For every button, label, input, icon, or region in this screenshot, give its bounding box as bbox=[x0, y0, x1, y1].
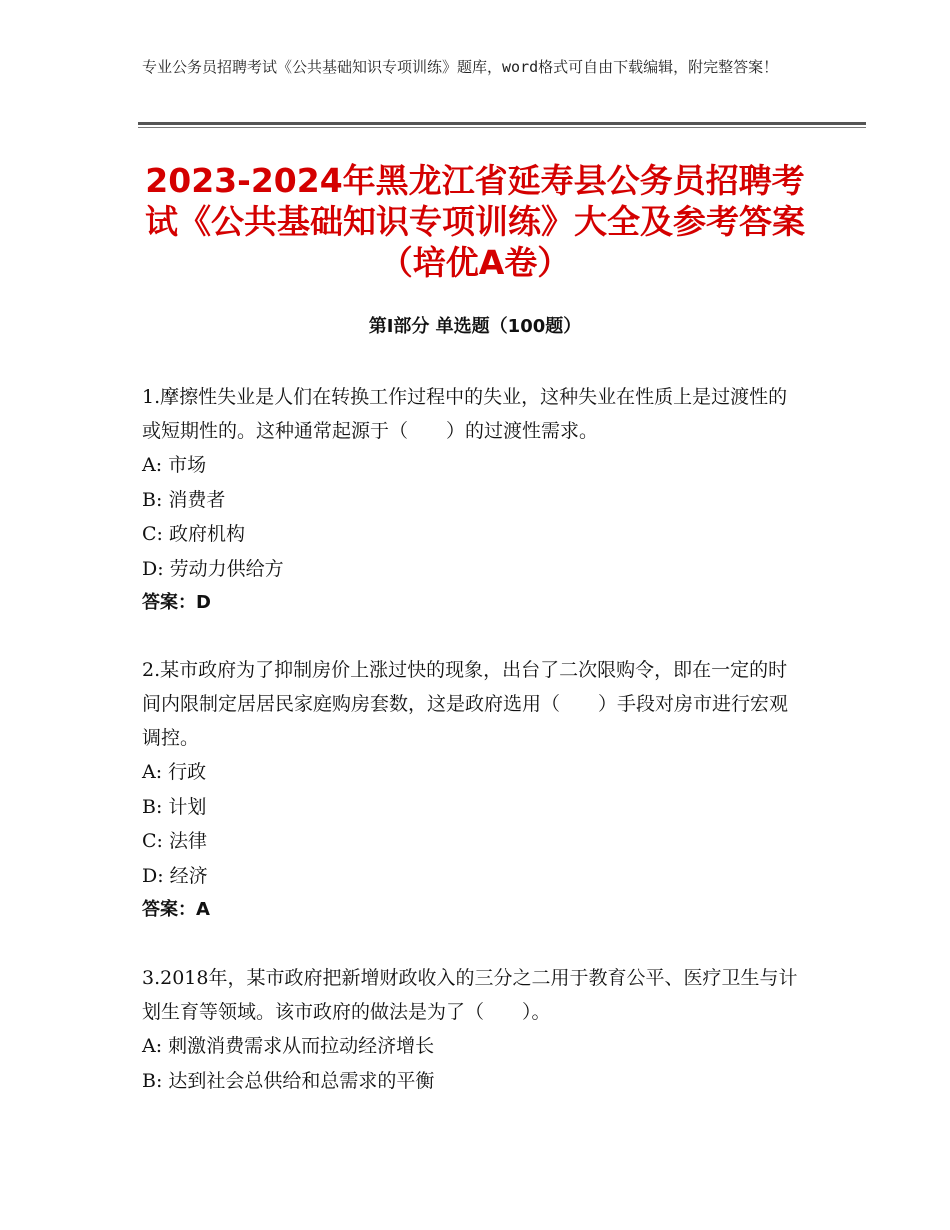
header-note: 专业公务员招聘考试《公共基础知识专项训练》题库，word格式可自由下载编辑，附完整答案！ bbox=[142, 58, 779, 76]
option-c: C: 法律 bbox=[142, 830, 207, 852]
option-b: B: 计划 bbox=[142, 795, 207, 818]
option-a: A: 刺激消费需求从而拉动经济增长 bbox=[142, 1035, 435, 1057]
option-c: C: 政府机构 bbox=[142, 523, 245, 545]
answer: 答案：A bbox=[142, 899, 210, 920]
question-2 bbox=[142, 653, 802, 927]
option-b: B: 消费者 bbox=[142, 488, 226, 511]
question-3 bbox=[142, 961, 802, 1098]
option-d: D: 经济 bbox=[142, 864, 208, 887]
option-d: D: 劳动力供给方 bbox=[142, 557, 284, 580]
header-divider-thin bbox=[138, 127, 866, 128]
question-stem: 2.某市政府为了抑制房价上涨过快的现象，出台了二次限购令，即在一定的时间内限制定居居民家庭购房套数，这是政府选用（ ）手段对房市进行宏观调控。 bbox=[142, 659, 789, 749]
header-divider bbox=[138, 122, 866, 125]
option-a: A: 市场 bbox=[142, 454, 207, 476]
question-stem: 1.摩擦性失业是人们在转换工作过程中的失业，这种失业在性质上是过渡性的或短期性的。这种通常起源于（ ）的过渡性需求。 bbox=[142, 386, 788, 442]
question-1 bbox=[142, 380, 802, 620]
section-title: 第I部分 单选题（100题） bbox=[368, 316, 582, 337]
question-stem: 3.2018年，某市政府把新增财政收入的三分之二用于教育公平、医疗卫生与计划生育等领域。该市政府的做法是为了（ ）。 bbox=[142, 967, 798, 1023]
option-b: B: 达到社会总供给和总需求的平衡 bbox=[142, 1069, 435, 1092]
document-title: 2023-2024年黑龙江省延寿县公务员招聘考试《公共基础知识专项训练》大全及参考答案（培优A卷） bbox=[145, 161, 805, 282]
option-a: A: 行政 bbox=[142, 761, 207, 783]
answer: 答案：D bbox=[142, 592, 211, 613]
